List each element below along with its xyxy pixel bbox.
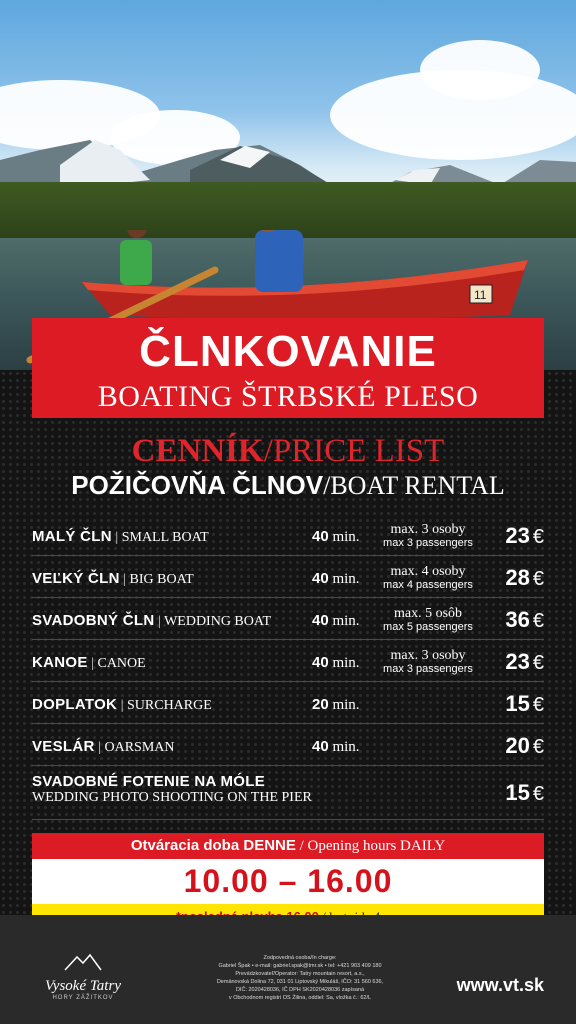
price-row-wedding-photo bbox=[32, 766, 544, 820]
duration-unit: min. bbox=[332, 739, 360, 755]
duration-value: 20 bbox=[312, 696, 329, 713]
duration-unit: min. bbox=[332, 697, 360, 713]
title-main: ČLNKOVANIE bbox=[139, 327, 437, 376]
duration-value: 40 bbox=[312, 738, 329, 755]
item-name-sk: KANOE bbox=[32, 654, 88, 671]
duration-value: 40 bbox=[312, 528, 329, 545]
item-name-sk: DOPLATOK bbox=[32, 696, 118, 713]
price: 15 € bbox=[505, 780, 544, 805]
price-heading-rest: /PRICE LIST bbox=[263, 433, 445, 469]
rental-heading-rest: /BOAT RENTAL bbox=[323, 471, 505, 500]
item-name-en: SMALL BOAT bbox=[121, 530, 209, 545]
capacity: max. 4 osoby max 4 passengers bbox=[383, 564, 473, 591]
price: 15 € bbox=[505, 691, 544, 716]
opening-hours-time: 10.00 – 16.00 bbox=[32, 859, 544, 904]
price-heading-bold: CENNÍK bbox=[131, 433, 264, 469]
capacity: max. 3 osoby max 3 passengers bbox=[383, 522, 473, 549]
price: 23 € bbox=[505, 649, 544, 674]
duration-unit: min. bbox=[332, 613, 360, 629]
capacity: max. 3 osoby max 3 passengers bbox=[383, 648, 473, 675]
title-banner bbox=[32, 318, 544, 418]
item-name-sk: VEĽKÝ ČLN bbox=[32, 570, 120, 587]
item-name-en: BIG BOAT bbox=[129, 572, 194, 587]
duration-unit: min. bbox=[332, 529, 360, 545]
operator-contact-info: Zodpovedná osoba/In charge: Gabriel Špak • e-mail: gabriel.spak@tmr.sk • tel: +421 903 409 180 Prevádzkovateľ/Operator: Tatry mountain resort, a.s., Demänovská Dolina 72, 031 01 Liptovský Mikuláš, IČO: 31 560 636, DIČ: 2020428036, IČ DPH SK2020428036 zapísaná v Obchodnom registri OS Žilina, oddiel: Sa, vložka č.: 62/L bbox=[216, 955, 384, 1001]
item-name-sk: VESLÁR bbox=[32, 738, 95, 755]
item-name-en: WEDDING BOAT bbox=[164, 614, 271, 629]
duration-value: 40 bbox=[312, 612, 329, 629]
item-name-en: CANOE bbox=[97, 656, 146, 671]
price: 23 € bbox=[505, 523, 544, 548]
item-name-sk: SVADOBNÝ ČLN bbox=[32, 612, 155, 629]
hero-photo bbox=[0, 0, 576, 370]
item-name-en: SURCHARGE bbox=[127, 698, 212, 713]
item-name-sk: MALÝ ČLN bbox=[32, 528, 112, 545]
duration-value: 40 bbox=[312, 654, 329, 671]
website-link[interactable]: www.vt.sk bbox=[456, 975, 544, 995]
item-name-sk: SVADOBNÉ FOTENIE NA MÓLE bbox=[32, 773, 266, 790]
mountain-logo-icon bbox=[63, 953, 103, 971]
rental-heading-bold: POŽIČOVŇA ČLNOV bbox=[71, 470, 324, 500]
price: 20 € bbox=[505, 733, 544, 758]
title-sub: BOATING ŠTRBSKÉ PLESO bbox=[97, 380, 479, 413]
footer bbox=[0, 915, 576, 1024]
price-row: KANOE | CANOE 40 min. max. 3 osoby max 3 passengers 23 € bbox=[32, 640, 544, 682]
duration-unit: min. bbox=[332, 655, 360, 671]
item-name-en: OARSMAN bbox=[104, 740, 175, 755]
price: 36 € bbox=[505, 607, 544, 632]
price-row: SVADOBNÝ ČLN | WEDDING BOAT 40 min. max. 5 osôb max 5 passengers 36 € bbox=[32, 598, 544, 640]
price-row: VESLÁR | OARSMAN 40 min. 20 € bbox=[32, 724, 544, 766]
price: 28 € bbox=[505, 565, 544, 590]
price-table bbox=[32, 514, 544, 820]
price-row: DOPLATOK | SURCHARGE 20 min. 15 € bbox=[32, 682, 544, 724]
item-name-en: WEDDING PHOTO SHOOTING ON THE PIER bbox=[32, 789, 312, 805]
price-list-heading bbox=[0, 435, 576, 468]
price-row: VEĽKÝ ČLN | BIG BOAT 40 min. max. 4 osoby max 4 passengers 28 € bbox=[32, 556, 544, 598]
price-row: MALÝ ČLN | SMALL BOAT 40 min. max. 3 osoby max 3 passengers 23 € bbox=[32, 514, 544, 556]
svg-text:11: 11 bbox=[474, 288, 487, 302]
duration-unit: min. bbox=[332, 571, 360, 587]
duration-value: 40 bbox=[312, 570, 329, 587]
opening-hours-label: Otváracia doba DENNE / Opening hours DAILY bbox=[32, 833, 544, 859]
vysoke-tatry-logo: Vysoké Tatry HORY ZÁŽITKOV bbox=[28, 953, 138, 1001]
capacity: max. 5 osôb max 5 passengers bbox=[383, 606, 473, 633]
boat-rental-heading bbox=[0, 472, 576, 499]
